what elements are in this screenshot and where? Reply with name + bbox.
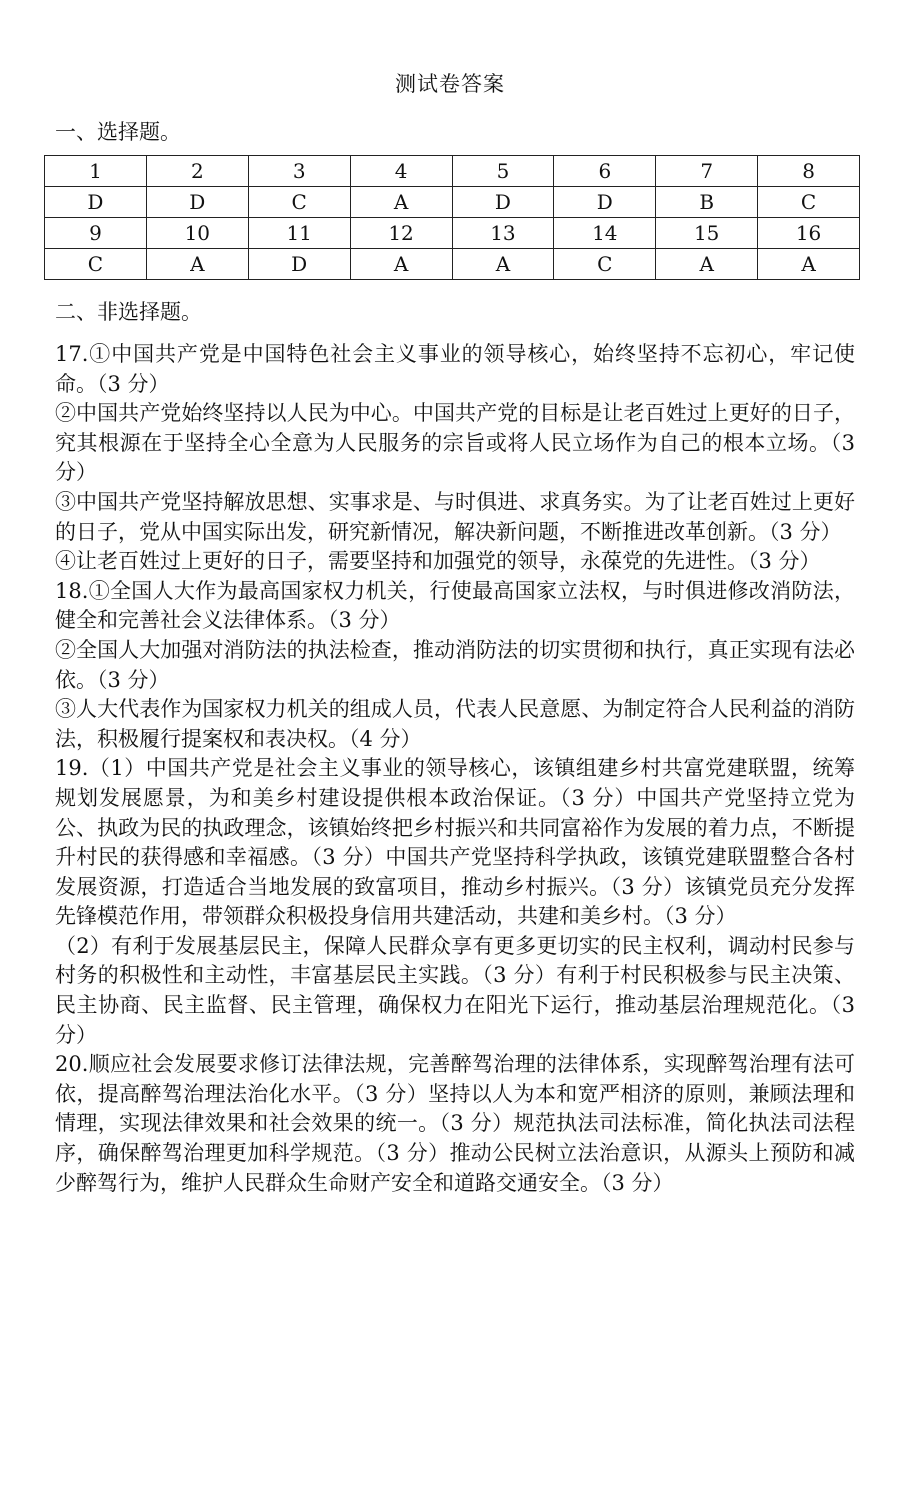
answer-cell: A [452,249,554,280]
question-number-cell: 2 [146,156,248,187]
answer-table [44,155,860,280]
question-number-cell: 14 [554,218,656,249]
question-number-cell: 12 [350,218,452,249]
answer-cell: D [554,187,656,218]
answer-cell: A [758,249,860,280]
question-number-cell: 1 [45,156,147,187]
answer-paragraph: ④让老百姓过上更好的日子，需要坚持和加强党的领导，永葆党的先进性。（3 分） [55,549,821,574]
question-number-cell: 16 [758,218,860,249]
answer-cell: A [146,249,248,280]
question-number-cell: 15 [656,218,758,249]
question-number-cell: 6 [554,156,656,187]
question-number-cell: 7 [656,156,758,187]
question-number-cell: 11 [248,218,350,249]
answer-paragraph: 20.顺应社会发展要求修订法律法规，完善醉驾治理的法律体系，实现醉驾治理有法可依，提高醉驾治理法治化水平。（3 分）坚持以人为本和宽严相济的原则，兼顾法理和情理，实现法律效果和社会效果的统一。（3 分）规范执法司法标准，简化执法司法程序，确保醉驾治理更加科学规范。（3 分）推动公民树立法治意识，从源头上预防和减少醉驾行为，维护人民群众生命财产安全和道路交通安全。（3 分） [55,1052,855,1195]
answer-paragraph: ②中国共产党始终坚持以人民为中心。中国共产党的目标是让老百姓过上更好的日子，究其根源在于坚持全心全意为人民服务的宗旨或将人民立场作为自己的根本立场。（3 分） [55,401,855,485]
answer-cell: C [45,249,147,280]
answer-paragraph: ③人大代表作为国家权力机关的组成人员，代表人民意愿、为制定符合人民利益的消防法，积极履行提案权和表决权。（4 分） [55,697,855,751]
answer-paragraph: （2）有利于发展基层民主，保障人民群众享有更多更切实的民主权利，调动村民参与村务的积极性和主动性，丰富基层民主实践。（3 分）有利于村民积极参与民主决策、民主协商、民主监督、民主管理，确保权力在阳光下运行，推动基层治理规范化。（3 分） [55,933,855,1047]
answer-cell: D [146,187,248,218]
answer-cell: A [350,249,452,280]
answer-cell: B [656,187,758,218]
answer-paragraph: 18.①全国人大作为最高国家权力机关，行使最高国家立法权，与时俱进修改消防法，健全和完善社会义法律体系。（3 分） [55,578,855,633]
question-number-cell: 13 [452,218,554,249]
answer-paragraph: 17.①中国共产党是中国特色社会主义事业的领导核心，始终坚持不忘初心，牢记使命。（3 分） [55,342,855,396]
question-number-row [45,156,860,187]
answer-cell: A [350,187,452,218]
answer-paragraph: ③中国共产党坚持解放思想、实事求是、与时俱进、求真务实。为了让老百姓过上更好的日子，党从中国实际出发，研究新情况，解决新问题，不断推进改革创新。（3 分） [55,489,855,544]
question-number-cell: 5 [452,156,554,187]
answer-cell: D [452,187,554,218]
question-number-cell: 9 [45,218,147,249]
answer-paragraph: 19.（1）中国共产党是社会主义事业的领导核心，该镇组建乡村共富党建联盟，统筹规划发展愿景，为和美乡村建设提供根本政治保证。（3 分）中国共产党坚持立党为公、执政为民的执政理念，该镇始终把乡村振兴和共同富裕作为发展的着力点，不断提升村民的获得感和幸福感。（3 分）中国共产党坚持科学执政，该镇党建联盟整合各村发展资源，打造适合当地发展的致富项目，推动乡村振兴。（3 分）该镇党员充分发挥先锋模范作用，带领群众积极投身信用共建活动，共建和美乡村。（3 分） [55,756,855,929]
answer-row [45,187,860,218]
question-number-cell: 3 [248,156,350,187]
question-number-cell: 8 [758,156,860,187]
answer-paragraph: ②全国人大加强对消防法的执法检查，推动消防法的切实贯彻和执行，真正实现有法必依。（3 分） [55,637,855,692]
question-number-cell: 10 [146,218,248,249]
page-title: 测试卷答案 [395,72,505,96]
question-number-row [45,218,860,249]
answer-cell: C [758,187,860,218]
answer-cell: C [554,249,656,280]
answer-cell: A [656,249,758,280]
answer-cell: D [248,249,350,280]
answer-body [55,340,855,1198]
answer-row [45,249,860,280]
section-heading-nonchoice: 二、非选择题。 [55,300,202,324]
question-number-cell: 4 [350,156,452,187]
answer-cell: D [45,187,147,218]
answer-cell: C [248,187,350,218]
section-heading-choice: 一、选择题。 [55,120,181,144]
